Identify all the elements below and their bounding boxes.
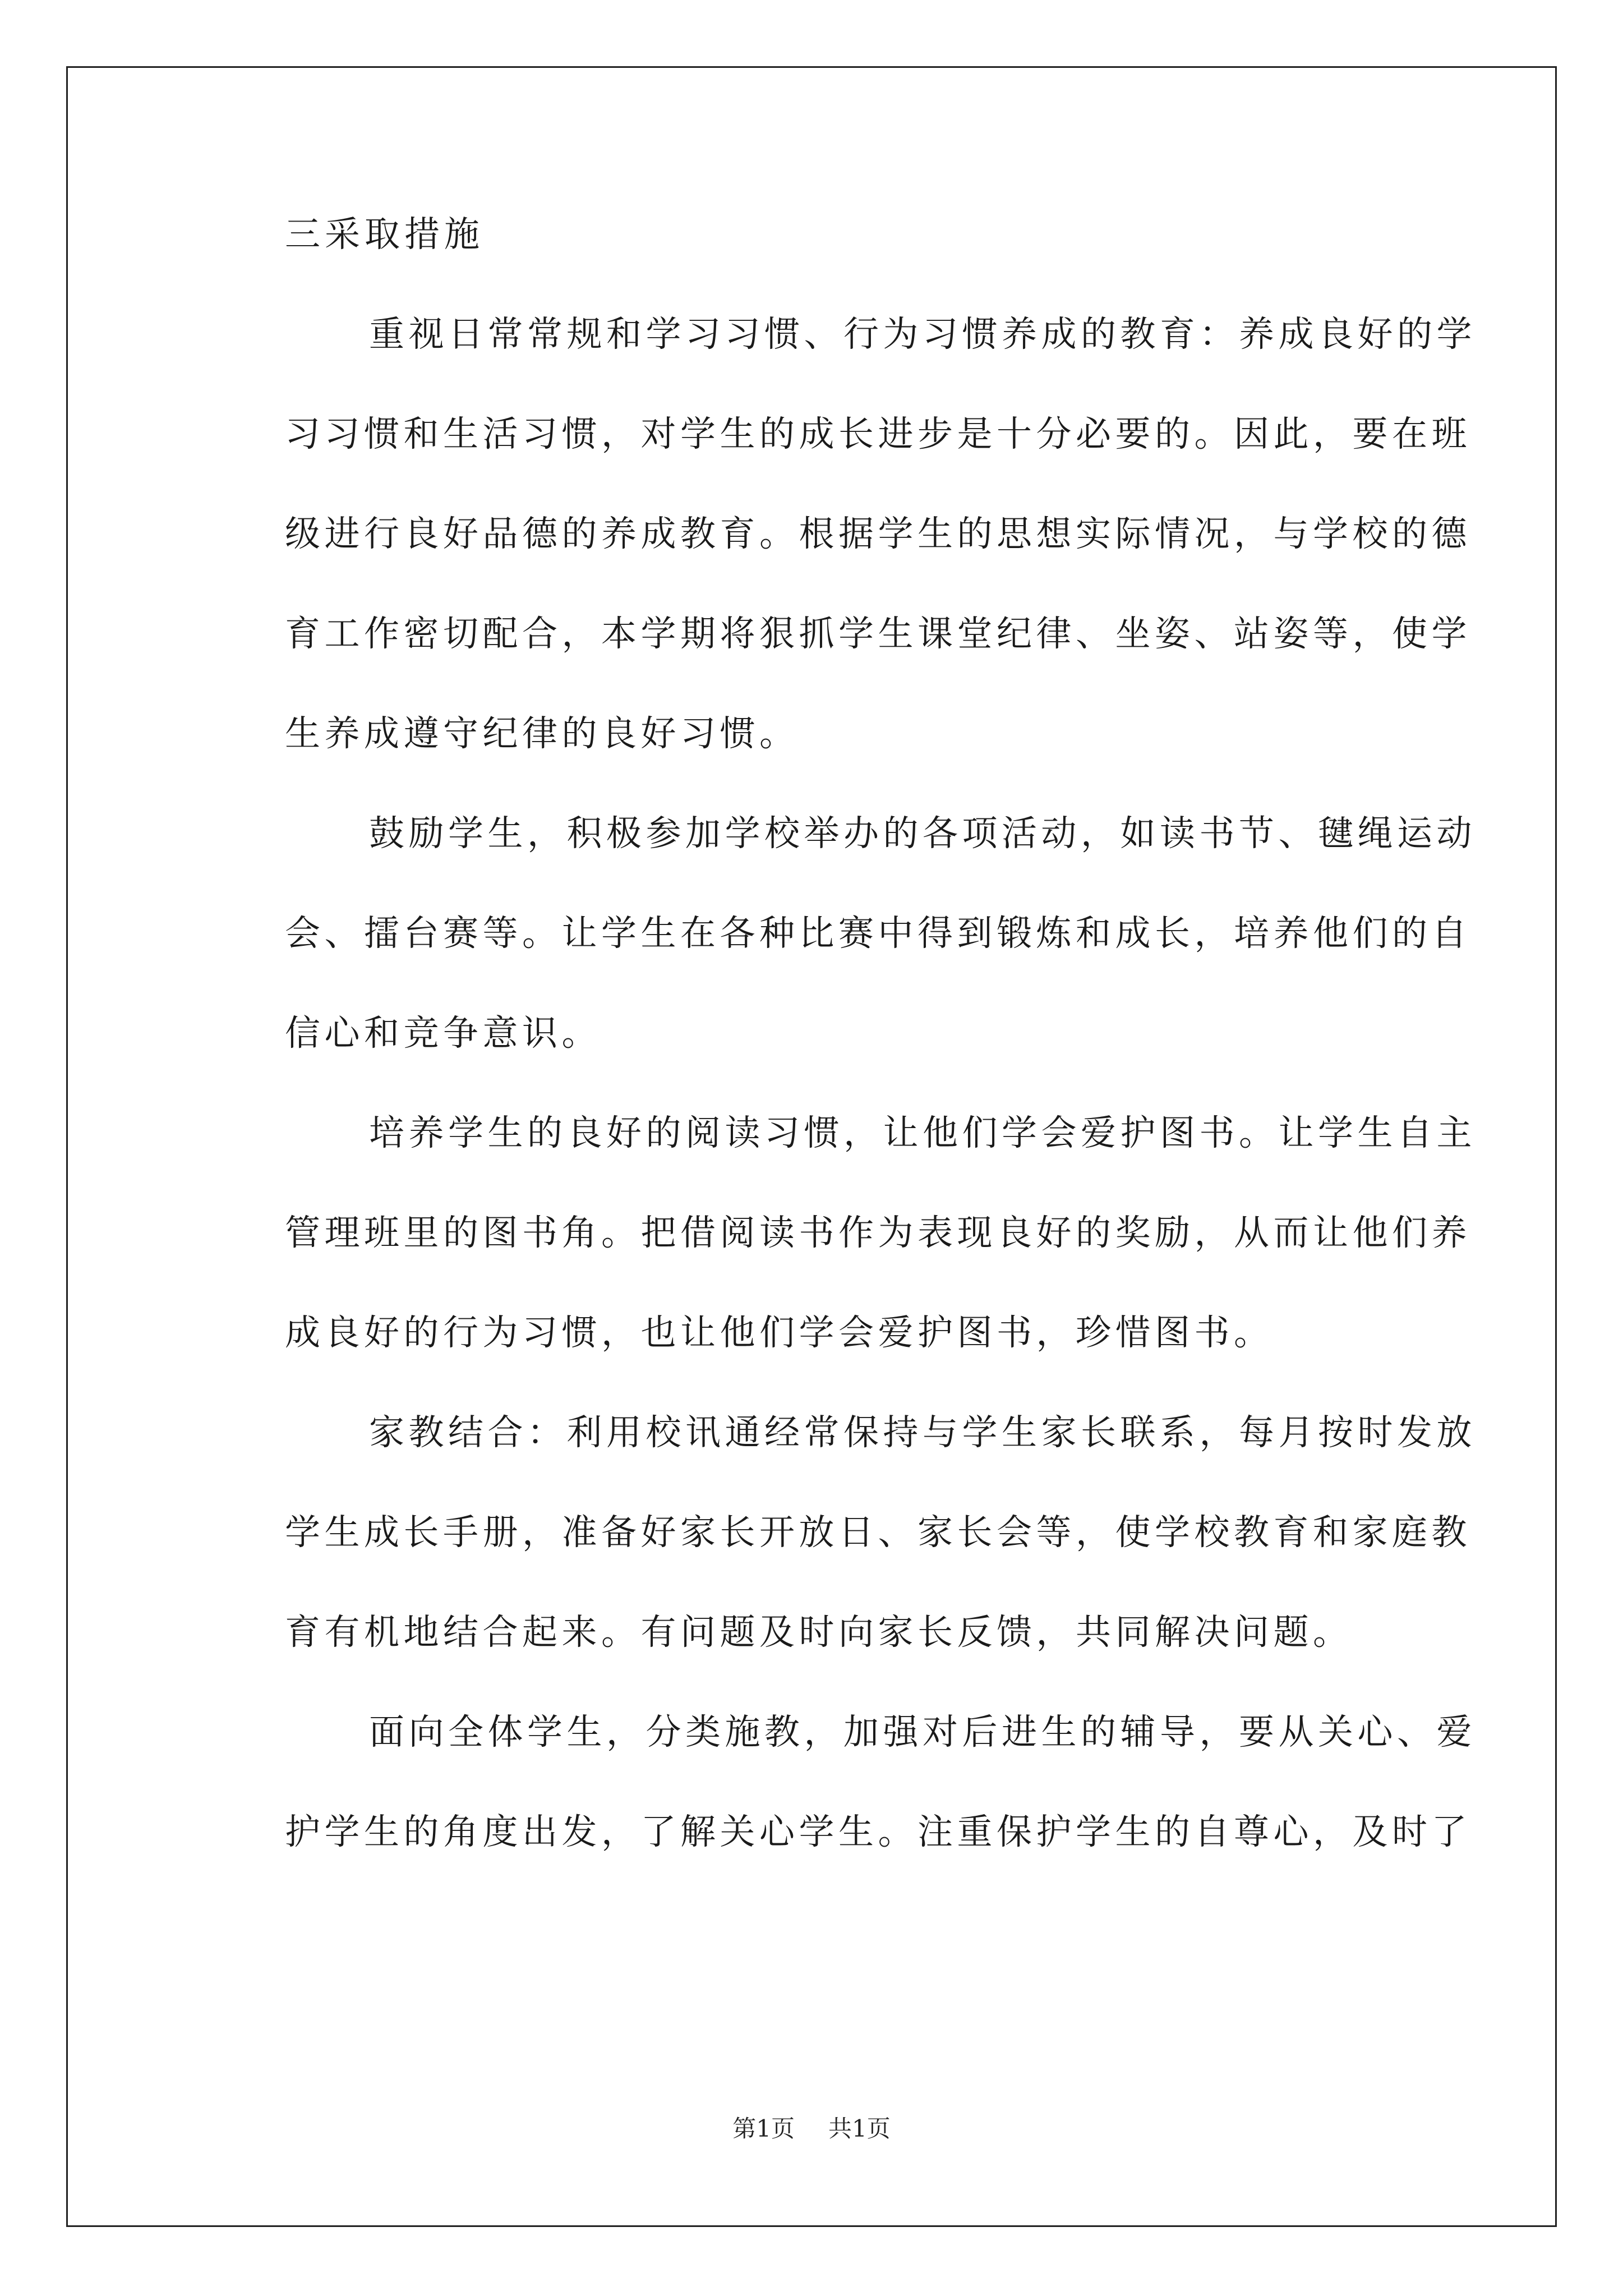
page-total: 共1页	[828, 2115, 891, 2142]
text-line: 成良好的行为习惯，也让他们学会爱护图书，珍惜图书。	[285, 1312, 1274, 1353]
text-line: 护学生的角度出发，了解关心学生。注重保护学生的自尊心，及时了	[285, 1811, 1471, 1852]
text-line: 家教结合：利用校讯通经常保持与学生家长联系，每月按时发放	[369, 1412, 1476, 1453]
document-body	[201, 213, 1476, 1911]
text-line: 习习惯和生活习惯，对学生的成长进步是十分必要的。因此，要在班	[285, 413, 1471, 454]
text-line: 学生成长手册，准备好家长开放日、家长会等，使学校教育和家庭教	[285, 1512, 1471, 1553]
text-line: 培养学生的良好的阅读习惯，让他们学会爱护图书。让学生自主	[369, 1112, 1476, 1153]
text-line: 重视日常常规和学习习惯、行为习惯养成的教育：养成良好的学	[369, 314, 1476, 355]
text-line: 鼓励学生，积极参加学校举办的各项活动，如读书节、毽绳运动	[369, 813, 1476, 854]
page-footer	[0, 2115, 1623, 2143]
paragraph	[201, 812, 1476, 1054]
text-line: 管理班里的图书角。把借阅读书作为表现良好的奖励，从而让他们养	[285, 1212, 1471, 1253]
text-line: 信心和竞争意识。	[285, 1013, 601, 1053]
section-heading: 三采取措施	[285, 214, 484, 255]
text-line: 育工作密切配合，本学期将狠抓学生课堂纪律、坐姿、站姿等，使学	[285, 613, 1471, 654]
text-line: 生养成遵守纪律的良好习惯。	[285, 713, 799, 754]
page-number: 第1页	[732, 2115, 795, 2142]
paragraph	[201, 1411, 1476, 1653]
text-line: 会、擂台赛等。让学生在各种比赛中得到锻炼和成长，培养他们的自	[285, 913, 1471, 954]
text-line: 级进行良好品德的养成教育。根据学生的思想实际情况，与学校的德	[285, 513, 1471, 554]
text-line: 育有机地结合起来。有问题及时向家长反馈，共同解决问题。	[285, 1612, 1353, 1653]
paragraph	[201, 313, 1476, 754]
paragraph	[201, 1112, 1476, 1354]
paragraph	[201, 1711, 1476, 1853]
text-line: 面向全体学生，分类施教，加强对后进生的辅导，要从关心、爱	[369, 1711, 1476, 1752]
